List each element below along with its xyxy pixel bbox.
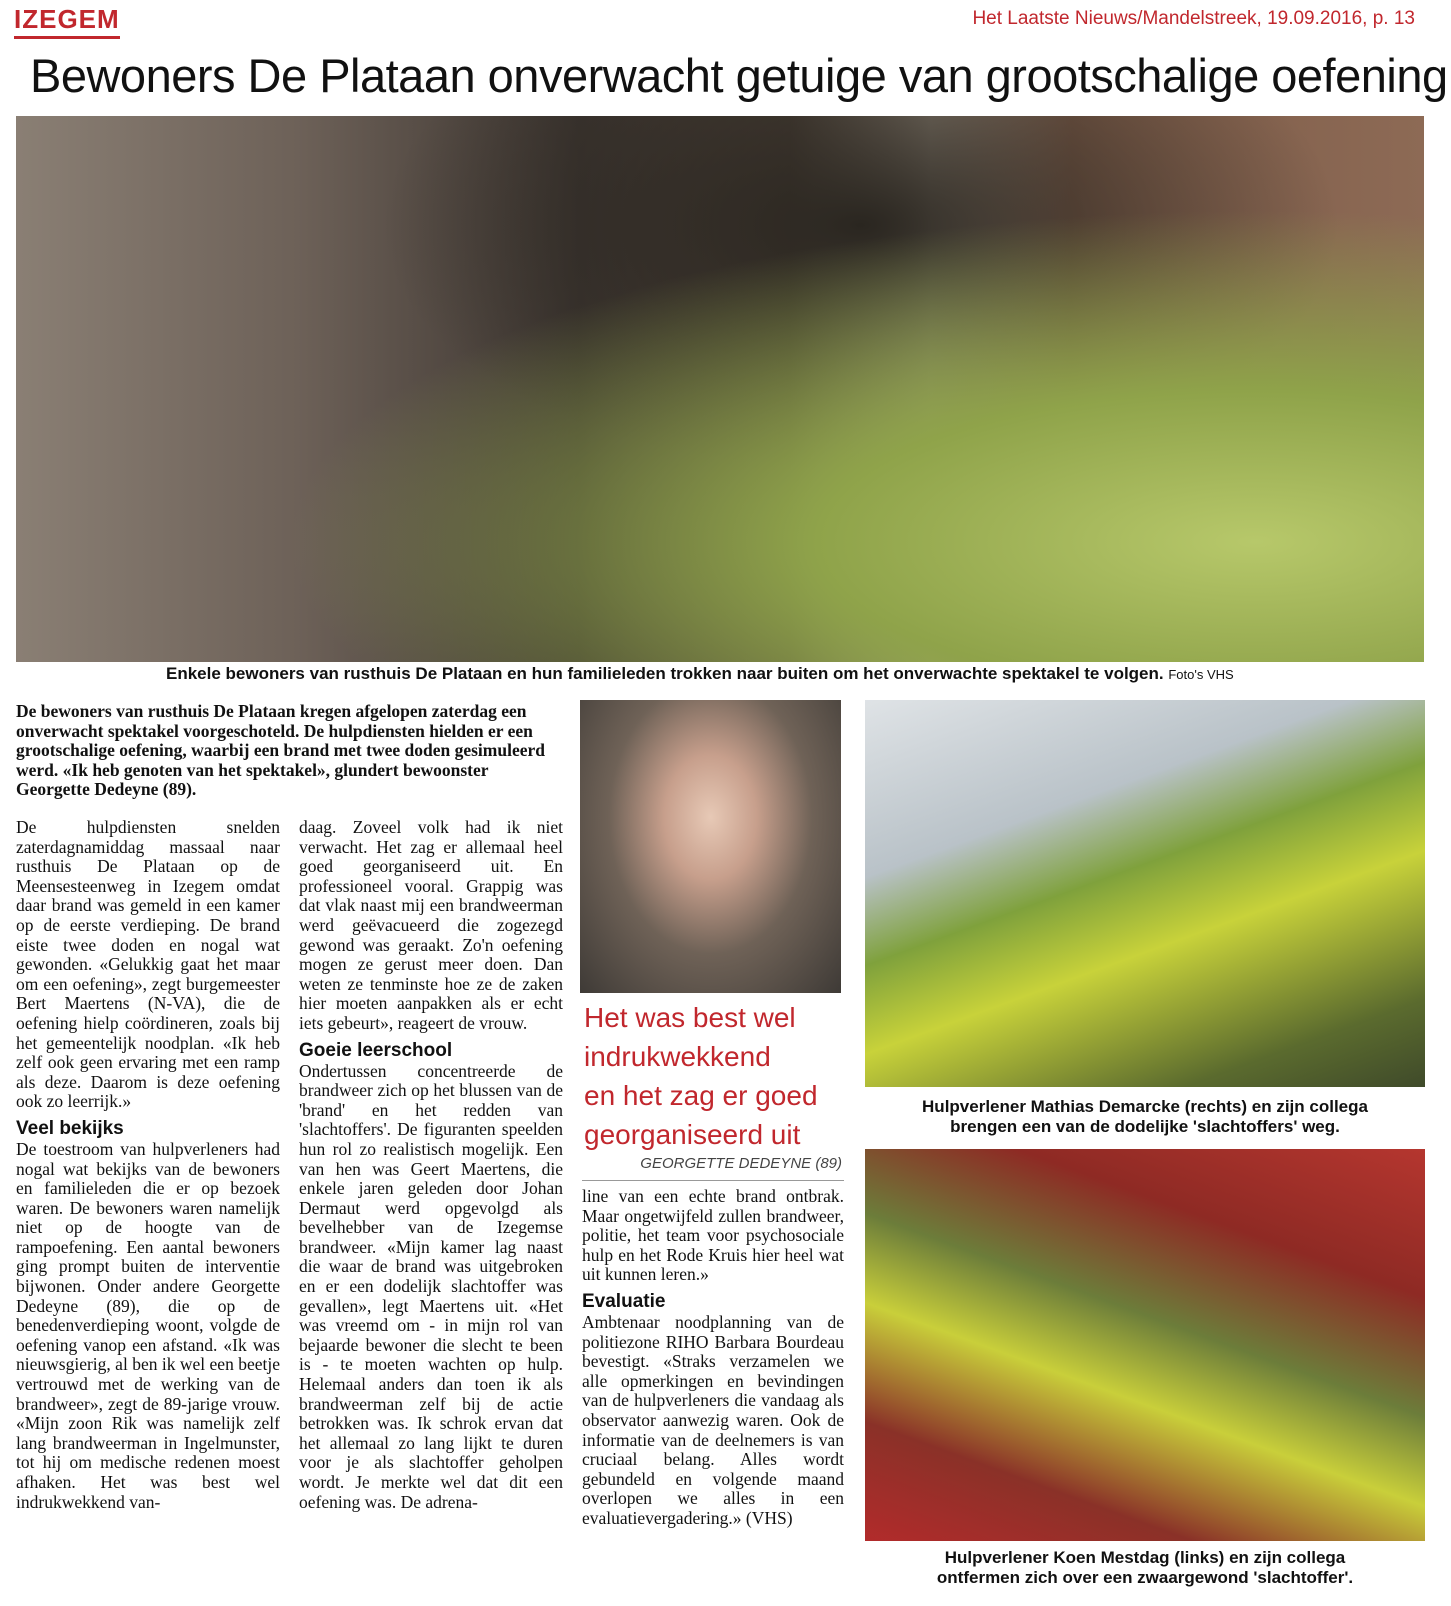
photo-rescuers-victim [865, 1149, 1425, 1541]
article-intro: De bewoners van rusthuis De Plataan kregen afgelopen zaterdag een onverwacht spektakel voorgeschoteld. De hulpdiensten hielden er een grootschalige oefening, waarbij een brand met twee doden gesimuleerd werd. «Ik heb genoten van het spektakel», glundert bewoonster Georgette Dedeyne (89). [16, 701, 545, 800]
quote-line: georganiseerd uit [584, 1119, 801, 1150]
paragraph: line van een echte brand ontbrak. Maar ongetwijfeld zullen brandweer, politie, het team voor psychosociale hulp en het Rode Kruis hier heel wat uit kunnen leren.» [582, 1186, 844, 1285]
article-column-3 [582, 1187, 844, 1529]
quote-author: GEORGETTE DEDEYNE (89) [640, 1155, 842, 1172]
caption-line: Hulpverlener Mathias Demarcke (rechts) en zijn collega [922, 1097, 1368, 1116]
section-kicker: IZEGEM [14, 4, 120, 39]
publication-source: Het Laatste Nieuws/Mandelstreek, 19.09.2016, p. 13 [972, 8, 1415, 29]
paragraph: De toestroom van hulpverleners had nogal wat bekijks van de bewoners en familieleden die er op bezoek waren. De bewoners waren namelijk niet op de hoogte van de rampoefening. Een aantal bewoners ging prompt buiten de interventie bijwonen. Onder andere Georgette Dedeyne (89), die op de benedenverdieping woont, volgde de oefening vanop een afstand. «Ik was nieuwsgierig, al ben ik wel een beetje vertrouwd met de werking van de brandweer», zegt de 89-jarige vrouw. «Mijn zoon Rik was namelijk zelf lang brandweerman in Ingelmunster, tot hij om medische redenen moest afhaken. Het was best wel indrukwekkend van- [16, 1138, 280, 1512]
article-headline: Bewoners De Plataan onverwacht getuige van grootschalige oefening [30, 49, 1448, 102]
paragraph: daag. Zoveel volk had ik niet verwacht. Het zag er allemaal heel goed georganiseerd uit. En professioneel vooral. Grappig was dat vlak naast mij een brandweerman werd geëvacueerd die zogezegd gewond was geraakt. Zo'n oefening mogen ze gerust meer doen. Dan weten ze tenminste hoe ze de zaken hier moeten aanpakken als er echt iets gebeurt», reageert de vrouw. [299, 817, 563, 1033]
main-caption-text: Enkele bewoners van rusthuis De Plataan en hun familieleden trokken naar buiten om het onverwachte spektakel te volgen. [166, 664, 1164, 683]
main-photo-caption [166, 664, 1266, 684]
main-photo-residents [16, 116, 1424, 662]
subheading-goeie-leerschool: Goeie leerschool [299, 1039, 453, 1061]
quote-line: Het was best wel [584, 1002, 796, 1033]
caption-line: Hulpverlener Koen Mestdag (links) en zijn collega [944, 1548, 1346, 1567]
subheading-veel-bekijks: Veel bekijks [16, 1117, 124, 1139]
paragraph: Ambtenaar noodplanning van de politiezone RIHO Barbara Bourdeau bevestigt. «Straks verzamelen we alle opmerkingen en bevindingen van de hulpverleners die vandaag als observator aanwezig waren. Ook de informatie van de deelnemers is van cruciaal belang. Alles wordt gebundeld en volgende maand overlopen we alles in een evaluatievergadering.» (VHS) [582, 1311, 844, 1528]
photo-rescuers-stretcher [865, 700, 1425, 1087]
quote-line: en het zag er goed [584, 1080, 818, 1111]
divider [582, 1180, 844, 1181]
caption-line: brengen een van de dodelijke 'slachtoffers' weg. [950, 1117, 1340, 1136]
photo-credit: Foto's VHS [1168, 667, 1234, 682]
caption-rescue-photo-1 [865, 1097, 1425, 1137]
quote-line: indrukwekkend [584, 1041, 771, 1072]
caption-line: ontfermen zich over een zwaargewond 'slachtoffer'. [936, 1568, 1354, 1587]
pull-quote [584, 998, 842, 1154]
article-column-2 [299, 818, 563, 1512]
caption-rescue-photo-2 [865, 1548, 1425, 1588]
portrait-photo-georgette [580, 700, 841, 993]
paragraph: De hulpdiensten snelden zaterdagnamiddag massaal naar rusthuis De Plataan op de Meensesteenweg in Izegem omdat daar brand was gemeld in een kamer op de eerste verdieping. De brand eiste twee doden en nogal wat gewonden. «Gelukkig gaat het maar om een oefening», zegt burgemeester Bert Maertens (N-VA), die de oefening hielp coördineren, zoals bij het gemeentelijk noodplan. «Ik heb zelf ook geen ervaring met een ramp als deze. Daarom is deze oefening ook zo leerrijk.» [16, 817, 280, 1112]
paragraph: Ondertussen concentreerde de brandweer zich op het blussen van de 'brand' en het redden van 'slachtoffers'. De figuranten speelden hun rol zo realistisch mogelijk. Een van hen was Geert Maertens, die enkele jaren geleden door Johan Dermaut werd opgevolgd als bevelhebber van de Izegemse brandweer. «Mijn kamer lag naast die waar de brand was uitgebroken en er een dodelijk slachtoffer was gevallen», legt Maertens uit. «Het was vreemd om - in mijn rol van bejaarde bewoner die slecht te been is - te moeten wachten op hulp. Helemaal anders dan toen ik als brandweerman zelf bij de actie betrokken was. Ik schrok ervan dat het allemaal zo lang lijkt te duren voor je als slachtoffer geholpen wordt. Je merkte wel dat dit een oefening was. De adrena- [299, 1060, 563, 1512]
article-column-1 [16, 818, 280, 1512]
subheading-evaluatie: Evaluatie [582, 1290, 666, 1312]
